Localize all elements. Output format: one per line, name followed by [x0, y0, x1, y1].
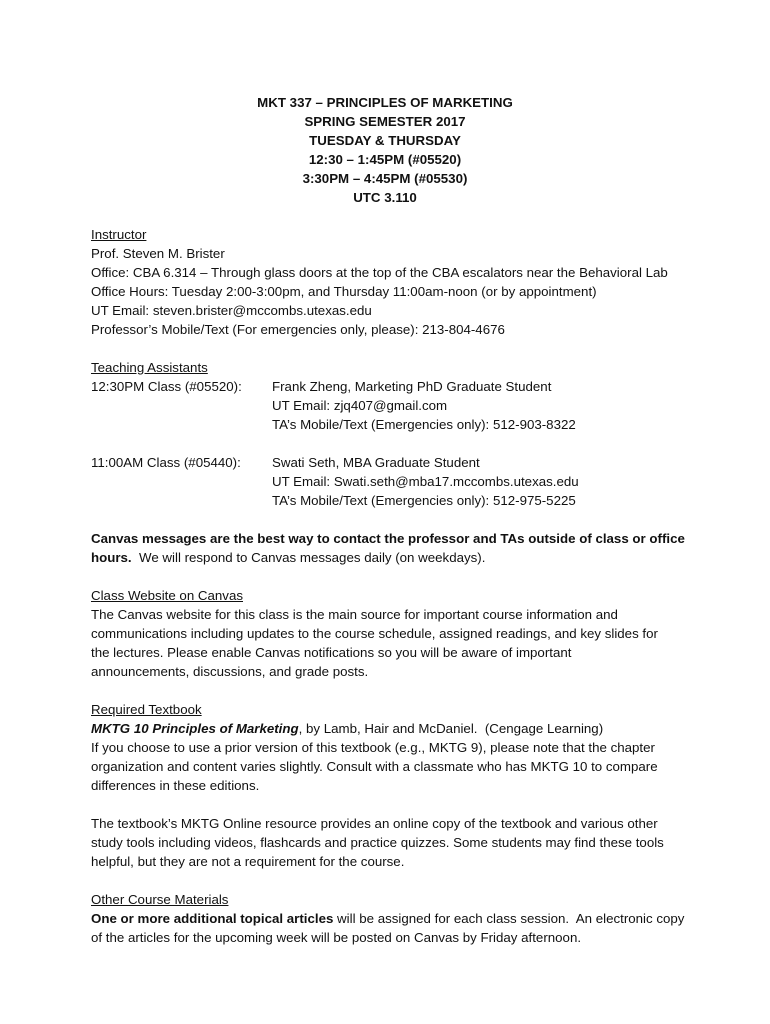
ta-heading: Teaching Assistants	[91, 360, 208, 375]
ta-email: UT Email: zjq407@gmail.com	[272, 398, 448, 413]
other-materials-heading: Other Course Materials	[91, 892, 229, 907]
instructor-heading: Instructor	[91, 227, 147, 242]
website-line: communications including updates to the course schedule, assigned readings, and key slides for	[91, 626, 658, 641]
website-line: The Canvas website for this class is the main source for important course information and	[91, 607, 618, 622]
ta-entry	[91, 453, 731, 510]
class-time-2: 3:30PM – 4:45PM (#05530)	[302, 171, 468, 186]
textbook-online-line: study tools including videos, flashcards and practice quizzes. Some students may find these tools	[91, 835, 664, 850]
ta-name: Frank Zheng, Marketing PhD Graduate Student	[272, 379, 552, 394]
textbook-line: organization and content varies slightly. Consult with a classmate who has MKTG 10 to compare	[91, 759, 658, 774]
canvas-note-rest: We will respond to Canvas messages daily (on weekdays).	[131, 550, 486, 565]
class-days: TUESDAY & THURSDAY	[309, 133, 461, 148]
textbook-online-line: helpful, but they are not a requirement for the course.	[91, 854, 405, 869]
syllabus-body	[91, 225, 731, 947]
other-materials-line1	[91, 909, 731, 928]
textbook-title: MKTG 10 Principles of Marketing	[91, 721, 299, 736]
textbook-online-line: The textbook’s MKTG Online resource provides an online copy of the textbook and various other	[91, 816, 658, 831]
other-materials-bold: One or more additional topical articles	[91, 911, 334, 926]
website-line: the lectures. Please enable Canvas notifications so you will be aware of important	[91, 645, 572, 660]
class-room: UTC 3.110	[353, 190, 417, 205]
textbook-title-line	[91, 719, 731, 738]
website-line: announcements, discussions, and grade posts.	[91, 664, 369, 679]
textbook-line: If you choose to use a prior version of this textbook (e.g., MKTG 9), please note that the chapter	[91, 740, 655, 755]
other-materials-line2: of the articles for the upcoming week will be posted on Canvas by Friday afternoon.	[91, 930, 582, 945]
website-heading: Class Website on Canvas	[91, 588, 243, 603]
ta-entry	[91, 377, 731, 434]
ta-class: 11:00AM Class (#05440):	[91, 455, 241, 470]
ta-mobile: TA’s Mobile/Text (Emergencies only): 512-903-8322	[272, 417, 576, 432]
textbook-line: differences in these editions.	[91, 778, 260, 793]
canvas-note-line2	[91, 548, 731, 567]
instructor-email: UT Email: steven.brister@mccombs.utexas.edu	[91, 303, 372, 318]
instructor-name: Prof. Steven M. Brister	[91, 246, 225, 261]
instructor-mobile: Professor’s Mobile/Text (For emergencies only, please): 213-804-4676	[91, 322, 505, 337]
instructor-office-hours: Office Hours: Tuesday 2:00-3:00pm, and Thursday 11:00am-noon (or by appointment)	[91, 284, 597, 299]
ta-class: 12:30PM Class (#05520):	[91, 379, 242, 394]
course-header	[0, 93, 770, 207]
ta-name: Swati Seth, MBA Graduate Student	[272, 455, 480, 470]
canvas-note-line1: Canvas messages are the best way to contact the professor and TAs outside of class or office	[91, 531, 685, 546]
semester: SPRING SEMESTER 2017	[304, 114, 466, 129]
class-time-1: 12:30 – 1:45PM (#05520)	[308, 152, 462, 167]
instructor-office: Office: CBA 6.314 – Through glass doors at the top of the CBA escalators near the Behavioral Lab	[91, 265, 668, 280]
ta-email: UT Email: Swati.seth@mba17.mccombs.utexas.edu	[272, 474, 579, 489]
textbook-authors: , by Lamb, Hair and McDaniel. (Cengage Learning)	[298, 721, 604, 736]
course-title: MKT 337 – PRINCIPLES OF MARKETING	[257, 95, 513, 110]
canvas-note-bold: hours.	[91, 550, 132, 565]
other-materials-rest: will be assigned for each class session. An electronic copy	[333, 911, 685, 926]
ta-mobile: TA’s Mobile/Text (Emergencies only): 512-975-5225	[272, 493, 576, 508]
textbook-heading: Required Textbook	[91, 702, 202, 717]
